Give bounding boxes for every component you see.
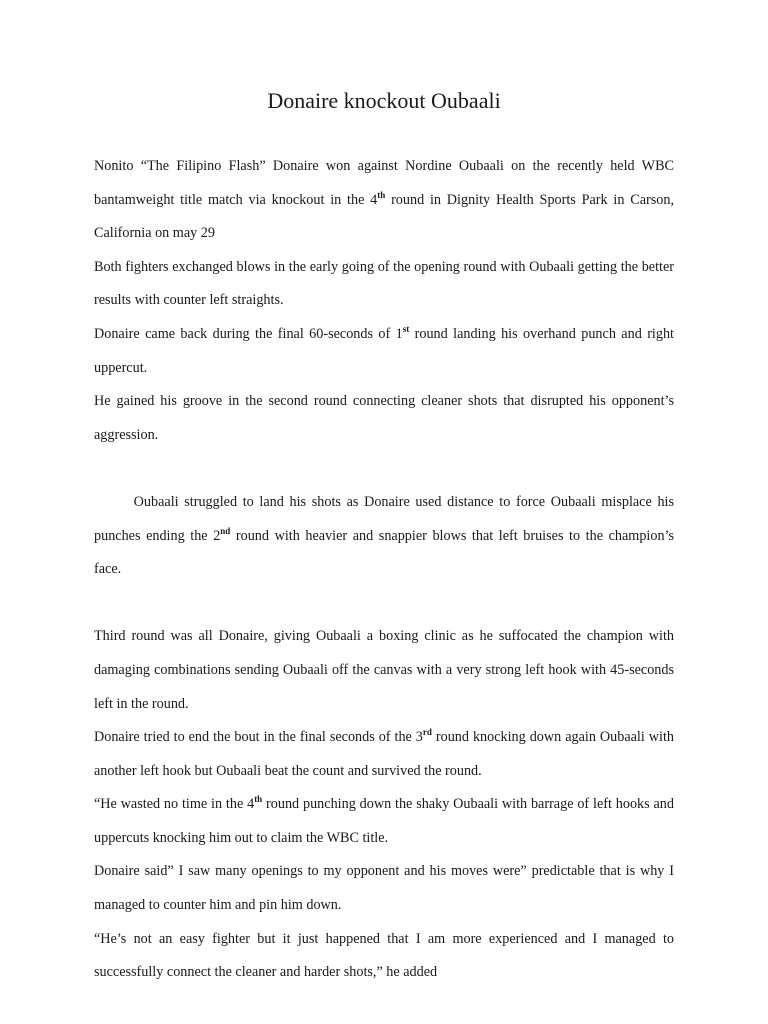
ordinal-suffix: nd [220,525,231,536]
paragraph-text: Nonito “The Filipino Flash” Donaire won against Nordine Oubaali on the recently held WBC bantamweight title match via knockout in the 4 [94,158,674,208]
paragraph-text: He gained his groove in the second round connecting cleaner shots that disrupted his opponent’s aggression. [94,393,674,443]
paragraph [94,318,674,385]
paragraph-text: “He wasted no time in the 4 [94,796,255,813]
paragraph-text: Donaire came back during the final 60-seconds of 1 [94,325,403,342]
paragraph [94,620,674,721]
paragraph [94,251,674,318]
paragraph-text: Oubaali struggled to land his shots as Donaire used distance to force Oubaali misplace his punches ending the 2 [94,493,678,544]
paragraph-text: Both fighters exchanged blows in the early going of the opening round with Oubaali getting the better results with counter left straights. [94,258,674,309]
paragraph [94,452,678,620]
paragraph [94,788,674,855]
paragraph [94,385,674,452]
paragraph-text: round landing his overhand punch and right uppercut. [94,325,674,376]
document-body [94,150,678,990]
ordinal-suffix: th [254,794,263,805]
ordinal-suffix: st [402,323,410,334]
ordinal-suffix: th [377,189,386,200]
document-title: Donaire knockout Oubaali [267,88,501,113]
paragraph [94,150,674,251]
paragraph [94,721,674,788]
paragraph [94,923,674,990]
paragraph-text: round punching down the shaky Oubaali with barrage of left hooks and uppercuts knocking him out to claim the WBC title. [94,796,674,846]
paragraph-text: Third round was all Donaire, giving Oubaali a boxing clinic as he suffocated the champion with damaging combinations sending Oubaali off the canvas with a very strong left hook with 45-seconds left in the round. [94,628,674,712]
paragraph-text: round knocking down again Oubaali with another left hook but Oubaali beat the count and survived the round. [94,729,674,779]
paragraph-text: “He’s not an easy fighter but it just happened that I am more experienced and I managed to successfully connect the cleaner and harder shots,” he added [94,930,674,981]
paragraph-text: Donaire said” I saw many openings to my opponent and his moves were” predictable that is why I managed to counter him and pin him down. [94,863,674,914]
paragraph-text: round with heavier and snappier blows that left bruises to the champion’s face. [94,527,678,578]
ordinal-suffix: rd [422,727,432,738]
paragraph-text: Donaire tried to end the bout in the final seconds of the 3 [94,729,423,746]
paragraph-text: round in Dignity Health Sports Park in Carson, California on may 29 [94,191,674,242]
paragraph [94,855,674,922]
